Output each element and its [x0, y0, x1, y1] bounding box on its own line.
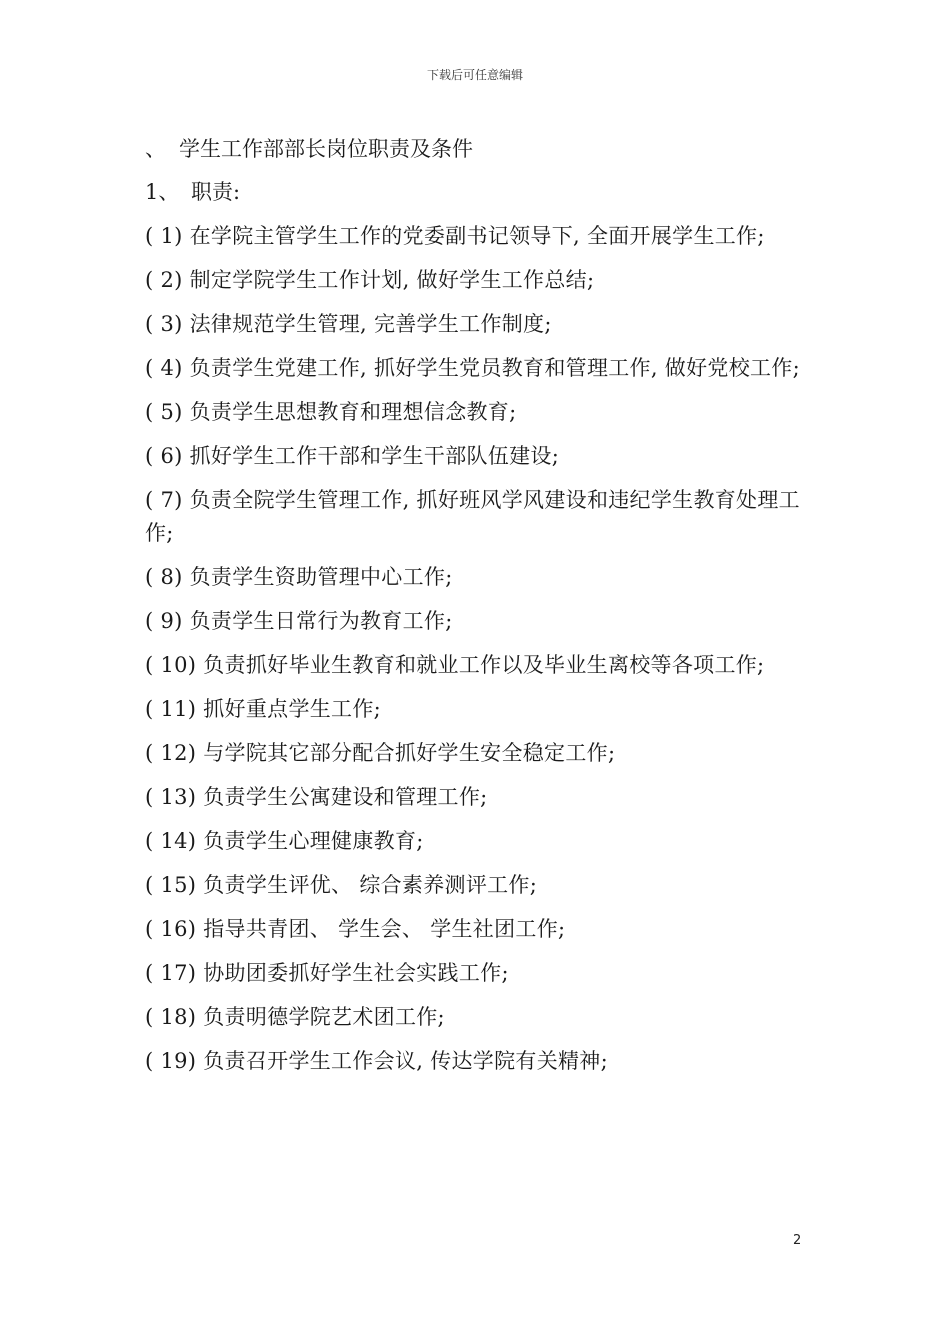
- list-item: ( 2) 制定学院学生工作计划, 做好学生工作总结;: [145, 268, 595, 292]
- list-item: ( 3) 法律规范学生管理, 完善学生工作制度;: [145, 312, 552, 336]
- list-item: ( 16) 指导共青团、 学生会、 学生社团工作;: [145, 917, 566, 941]
- list-item: ( 9) 负责学生日常行为教育工作;: [145, 609, 453, 633]
- list-item: ( 5) 负责学生思想教育和理想信念教育;: [145, 400, 517, 424]
- list-item: ( 10) 负责抓好毕业生教育和就业工作以及毕业生离校等各项工作;: [145, 653, 765, 677]
- list-item: ( 19) 负责召开学生工作会议, 传达学院有关精神;: [145, 1049, 608, 1073]
- list-item: ( 4) 负责学生党建工作, 抓好学生党员教育和管理工作, 做好党校工作;: [145, 356, 800, 380]
- section-title-text: 学生工作部部长岗位职责及条件: [179, 137, 473, 161]
- list-item: ( 1) 在学院主管学生工作的党委副书记领导下, 全面开展学生工作;: [145, 224, 765, 248]
- list-item: ( 11) 抓好重点学生工作;: [145, 697, 382, 721]
- page-number: 2: [793, 1233, 802, 1248]
- list-item: ( 13) 负责学生公寓建设和管理工作;: [145, 785, 488, 809]
- subheading: [145, 176, 810, 209]
- list-item: ( 6) 抓好学生工作干部和学生干部队伍建设;: [145, 444, 560, 468]
- duty-list: [145, 220, 810, 1078]
- list-item: ( 18) 负责明德学院艺术团工作;: [145, 1005, 445, 1029]
- list-item: ( 17) 协助团委抓好学生社会实践工作;: [145, 961, 509, 985]
- list-item: ( 14) 负责学生心理健康教育;: [145, 829, 424, 853]
- subheading-label: 职责:: [191, 180, 241, 204]
- document-body: [145, 132, 810, 1089]
- list-item: ( 12) 与学院其它部分配合抓好学生安全稳定工作;: [145, 741, 616, 765]
- subheading-number: 1、: [145, 180, 180, 204]
- list-item: ( 15) 负责学生评优、 综合素养测评工作;: [145, 873, 538, 897]
- header-note: 下载后可任意编辑: [426, 68, 523, 82]
- section-mark: 、: [145, 137, 166, 161]
- list-item: ( 7) 负责全院学生管理工作, 抓好班风学风建设和违纪学生教育处理工作;: [145, 488, 800, 545]
- list-item: ( 8) 负责学生资助管理中心工作;: [145, 565, 453, 589]
- section-title: [145, 132, 810, 166]
